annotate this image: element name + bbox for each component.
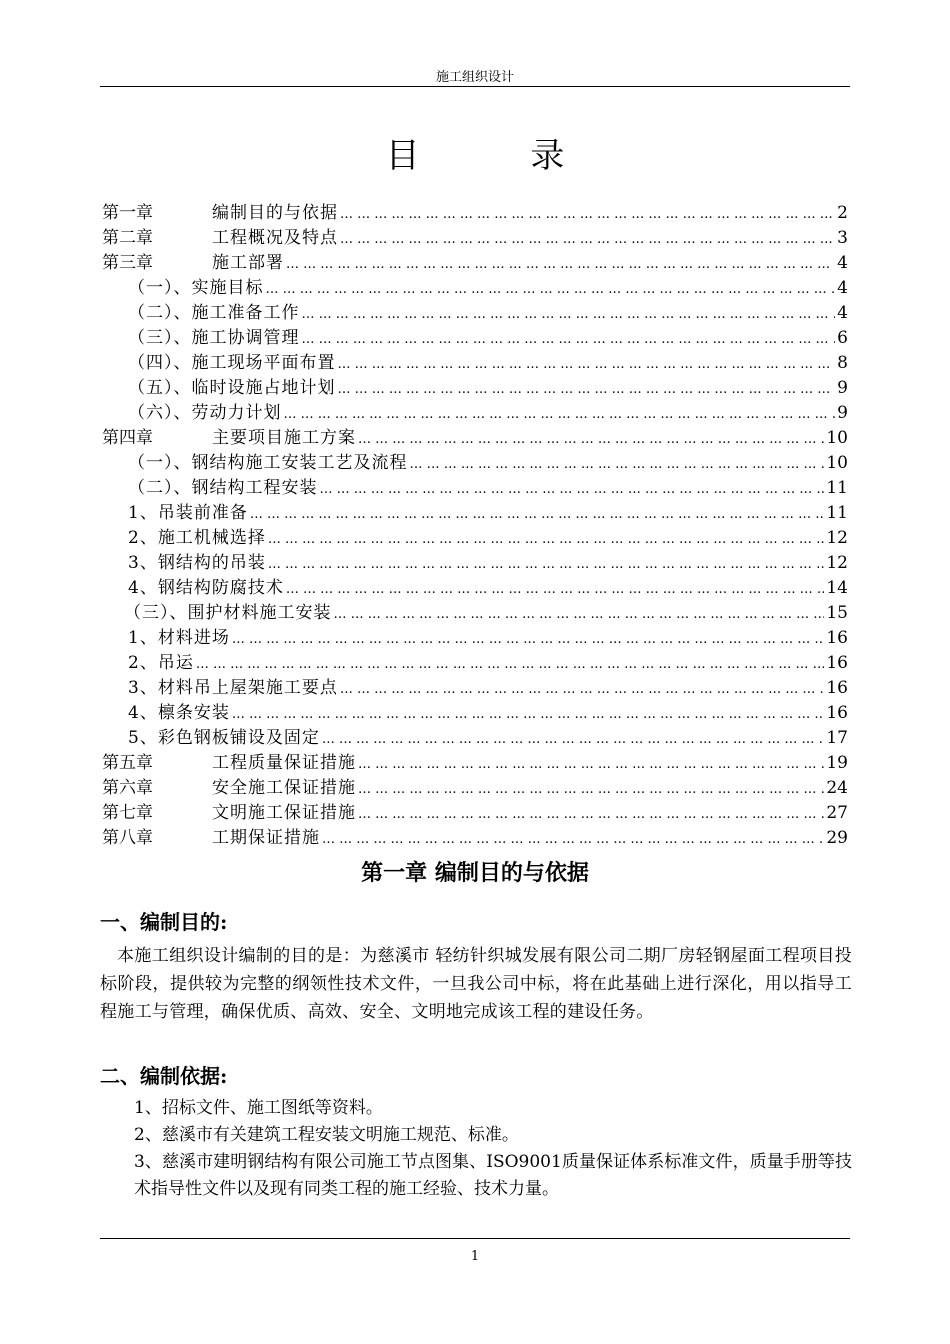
list-item: 1、招标文件、施工图纸等资料。 <box>134 1098 383 1118</box>
toc-page: 16 <box>826 678 848 698</box>
toc-page: 16 <box>826 628 848 648</box>
toc-page: 11 <box>826 478 848 498</box>
toc-leader <box>320 482 825 497</box>
toc-leader <box>266 282 836 297</box>
toc-entry[interactable] <box>102 473 848 498</box>
toc-entry[interactable] <box>102 523 848 548</box>
toc-leader <box>358 807 824 822</box>
toc-chapter: 第六章 <box>102 778 153 798</box>
toc-text: （一）、实施目标 <box>128 278 264 298</box>
toc-page: 10 <box>826 453 848 473</box>
toc-page: 27 <box>826 803 848 823</box>
toc-page: 3 <box>837 228 848 248</box>
chapter-title: 第一章 编制目的与依据 <box>361 860 589 886</box>
toc-page: 19 <box>826 753 848 773</box>
toc-page: 4 <box>837 253 848 273</box>
toc-entry[interactable] <box>102 698 848 723</box>
toc-page: 12 <box>826 553 848 573</box>
toc-text: 编制目的与依据 <box>212 203 338 223</box>
toc-text: 工期保证措施 <box>212 828 320 848</box>
toc-entry[interactable] <box>102 648 848 673</box>
header-divider <box>100 86 850 87</box>
toc-page: 9 <box>837 378 848 398</box>
toc-text: （三）、施工协调管理 <box>128 328 300 348</box>
toc-leader <box>322 732 825 747</box>
toc-text: （五）、临时设施占地计划 <box>128 378 336 398</box>
toc-entry[interactable] <box>102 798 848 823</box>
toc-entry[interactable] <box>102 248 848 273</box>
toc-leader <box>358 432 824 447</box>
toc-text: 1、材料进场 <box>128 628 230 648</box>
toc-entry[interactable] <box>102 823 848 848</box>
toc-page: 9 <box>837 403 848 423</box>
toc-entry[interactable] <box>102 723 848 748</box>
toc-leader <box>338 382 836 397</box>
toc-entry[interactable] <box>102 273 848 298</box>
toc-text: 2、吊运 <box>128 653 194 673</box>
section-heading-basis: 二、编制依据: <box>100 1064 228 1088</box>
purpose-paragraph: 本施工组织设计编制的目的是：为慈溪市 轻纺针织城发展有限公司二期厂房轻钢屋面工程项目投标阶段，提供较为完整的纲领性技术文件，一旦我公司中标，将在此基础上进行深化，用以指导工程施工与管理，确保优质、高效、安全、文明地完成该工程的建设任务。 <box>100 946 852 1022</box>
toc-leader <box>340 232 835 247</box>
toc-chapter: 第四章 <box>102 428 153 448</box>
toc-text: 1、吊装前准备 <box>128 503 248 523</box>
section-heading-purpose: 一、编制目的: <box>100 910 228 934</box>
toc-leader <box>340 682 825 697</box>
toc-text: 安全施工保证措施 <box>212 778 356 798</box>
toc-entry[interactable] <box>102 598 848 623</box>
toc-entry[interactable] <box>102 198 848 223</box>
toc-entry[interactable] <box>102 673 848 698</box>
toc-entry[interactable] <box>102 498 848 523</box>
toc-text: 4、钢结构防腐技术 <box>128 578 284 598</box>
toc-text: （一）、钢结构施工安装工艺及流程 <box>128 453 408 473</box>
toc-entry[interactable] <box>102 548 848 573</box>
page-number: 1 <box>470 1249 480 1264</box>
toc-leader <box>302 332 836 347</box>
toc-entry[interactable] <box>102 348 848 373</box>
toc-page: 10 <box>826 428 848 448</box>
toc-chapter: 第八章 <box>102 828 153 848</box>
toc-entry[interactable] <box>102 748 848 773</box>
toc-leader <box>286 582 825 597</box>
toc-text: （三）、围护材料施工安装 <box>124 603 332 623</box>
toc-page: 14 <box>826 578 848 598</box>
toc-entry[interactable] <box>102 423 848 448</box>
toc-leader <box>268 532 825 547</box>
toc-text: 2、施工机械选择 <box>128 528 266 548</box>
list-item: 2、慈溪市有关建筑工程安装文明施工规范、标准。 <box>134 1125 519 1145</box>
toc-leader <box>196 657 825 672</box>
toc-text: 5、彩色钢板铺设及固定 <box>128 728 320 748</box>
toc-page: 8 <box>837 353 848 373</box>
toc-text: 工程概况及特点 <box>212 228 338 248</box>
list-item: 3、慈溪市建明钢结构有限公司施工节点图集、ISO9001质量保证体系标准文件，质量手册等技术指导性文件以及现有同类工程的施工经验、技术力量。 <box>134 1152 852 1199</box>
toc-chapter: 第七章 <box>102 803 153 823</box>
toc-page: 15 <box>826 603 848 623</box>
toc-text: 主要项目施工方案 <box>212 428 356 448</box>
toc-page: 12 <box>826 528 848 548</box>
toc-text: （二）、钢结构工程安装 <box>128 478 318 498</box>
table-of-contents <box>102 198 848 848</box>
toc-entry[interactable] <box>102 323 848 348</box>
toc-text: 施工部署 <box>212 253 284 273</box>
toc-page: 16 <box>826 653 848 673</box>
toc-entry[interactable] <box>102 623 848 648</box>
basis-list <box>134 1095 852 1203</box>
toc-text: 工程质量保证措施 <box>212 753 356 773</box>
toc-chapter: 第二章 <box>102 228 153 248</box>
toc-chapter: 第五章 <box>102 753 153 773</box>
toc-leader <box>268 557 825 572</box>
toc-entry[interactable] <box>102 448 848 473</box>
toc-leader <box>358 757 824 772</box>
toc-page: 4 <box>837 303 848 323</box>
toc-leader <box>232 632 825 647</box>
toc-page: 29 <box>826 828 848 848</box>
toc-page: 16 <box>826 703 848 723</box>
toc-leader <box>334 607 825 622</box>
footer-divider <box>100 1238 850 1239</box>
toc-leader <box>302 307 836 322</box>
toc-page: 11 <box>826 503 848 523</box>
toc-text: 文明施工保证措施 <box>212 803 356 823</box>
toc-entry[interactable] <box>102 223 848 248</box>
toc-leader <box>358 782 824 797</box>
toc-leader <box>232 707 825 722</box>
toc-page: 2 <box>837 203 848 223</box>
toc-entry[interactable] <box>102 373 848 398</box>
toc-page: 4 <box>837 278 848 298</box>
toc-text: 3、材料吊上屋架施工要点 <box>128 678 338 698</box>
toc-title: 目 录 <box>385 136 615 176</box>
toc-page: 6 <box>837 328 848 348</box>
toc-text: （四）、施工现场平面布置 <box>128 353 336 373</box>
toc-text: 3、钢结构的吊装 <box>128 553 266 573</box>
toc-leader <box>338 357 836 372</box>
toc-entry[interactable] <box>102 773 848 798</box>
toc-text: 4、檩条安装 <box>128 703 230 723</box>
toc-leader <box>250 507 825 522</box>
toc-entry[interactable] <box>102 398 848 423</box>
toc-leader <box>286 257 835 272</box>
toc-leader <box>410 457 825 472</box>
toc-text: （六）、劳动力计划 <box>128 403 282 423</box>
toc-chapter: 第三章 <box>102 253 153 273</box>
toc-page: 17 <box>826 728 848 748</box>
toc-leader <box>284 407 836 422</box>
toc-entry[interactable] <box>102 298 848 323</box>
toc-chapter: 第一章 <box>102 203 153 223</box>
toc-leader <box>322 832 824 847</box>
toc-page: 24 <box>826 778 848 798</box>
toc-entry[interactable] <box>102 573 848 598</box>
toc-text: （二）、施工准备工作 <box>128 303 300 323</box>
toc-leader <box>340 207 835 222</box>
page-header: 施工组织设计 <box>435 70 514 85</box>
